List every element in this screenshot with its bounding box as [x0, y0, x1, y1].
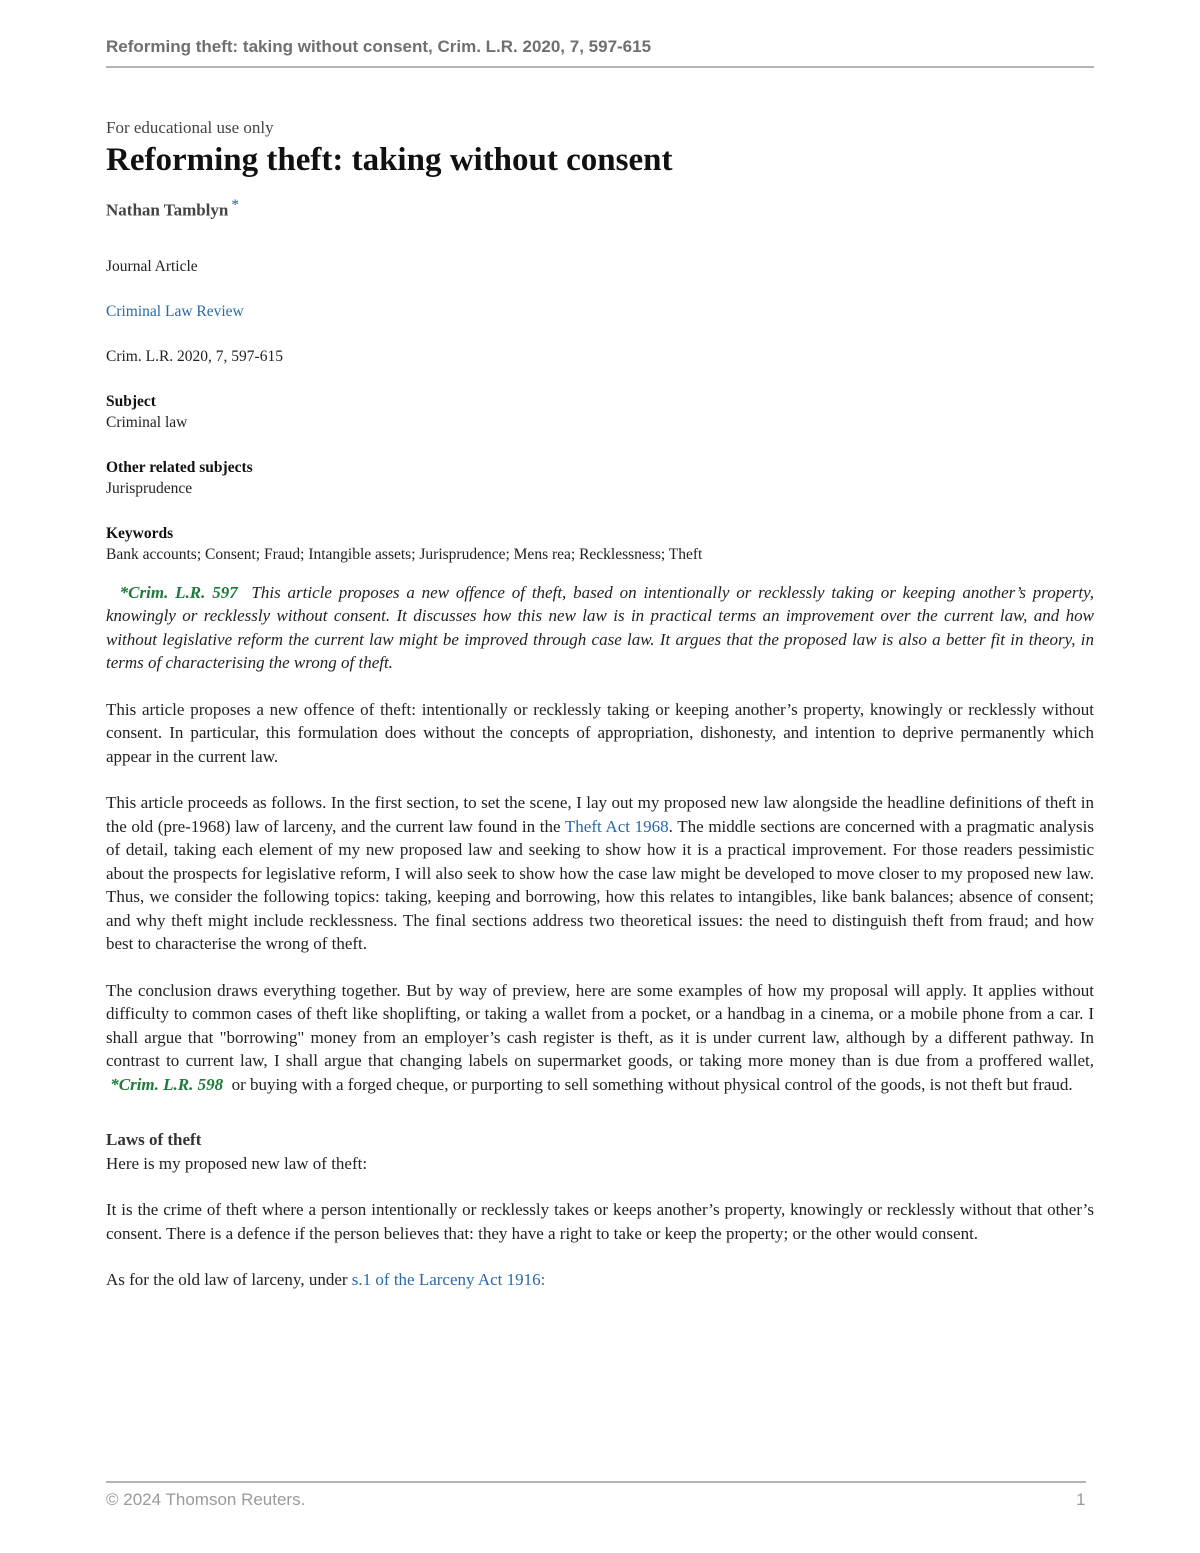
paragraph-3: [106, 979, 1094, 1097]
subject-block: [106, 391, 1094, 433]
keywords-block: [106, 523, 1094, 565]
page-marker-598: *Crim. L.R. 598: [110, 1074, 224, 1094]
larceny-text: As for the old law of larceny, under: [106, 1270, 352, 1290]
keywords-value: Bank accounts; Consent; Fraud; Intangible assets; Jurisprudence; Mens rea; Recklessness; Theft: [106, 545, 703, 563]
related-subjects-value: Jurisprudence: [106, 479, 193, 497]
section-heading: Laws of theft: [106, 1130, 202, 1150]
paragraph-2-text-b: . The middle sections are concerned with a pragmatic analysis of detail, taking each element of my new proposed law and seeking to show how it is a practical improvement. For those readers pessimistic about the prospects for legislative reform, I will also seek to show how the case law might be developed to move closer to my proposed new law. Thus, we consider the following topics: taking, keeping and borrowing, how this relates to intangibles, like bank balances; absence of consent; and why theft might include recklessness. The final sections address two theoretical issues: the need to distinguish theft from fraud; and how best to characterise the wrong of theft.: [106, 816, 1094, 954]
running-header: Reforming theft: taking without consent, Crim. L.R. 2020, 7, 597-615: [106, 37, 652, 56]
larceny-colon: :: [540, 1270, 546, 1290]
section-lead: Here is my proposed new law of theft:: [106, 1153, 368, 1173]
educational-use-notice: For educational use only: [106, 118, 274, 137]
header-divider: [106, 66, 1094, 68]
larceny-act-1916-link[interactable]: s.1 of the Larceny Act 1916: [351, 1270, 541, 1290]
subject-value: Criminal law: [106, 413, 188, 431]
author-name: Nathan Tamblyn: [106, 200, 229, 220]
footer-divider: [106, 1481, 1086, 1483]
document-type: Journal Article: [106, 257, 198, 275]
larceny-paragraph: [106, 1268, 1094, 1292]
page-number: 1: [1076, 1490, 1086, 1509]
keywords-label: Keywords: [106, 524, 174, 542]
page-marker-597: *Crim. L.R. 597: [119, 582, 238, 602]
paragraph-2-text-a: This article proceeds as follows. In the first section, to set the scene, I lay out my proposed new law alongside the headline definitions of theft in the old (pre-1968) law of larceny, and the current law found in the: [106, 793, 1094, 836]
paragraph-1: This article proposes a new offence of theft: intentionally or recklessly taking or keeping another’s property, knowingly or recklessly without consent. In particular, this formulation does without the concepts of appropriation, dishonesty, and intention to deprive permanently which appear in the current law.: [106, 699, 1094, 766]
author-footnote-link[interactable]: *: [231, 196, 239, 213]
related-subjects-block: [106, 457, 1094, 499]
footer-copyright: © 2024 Thomson Reuters.: [106, 1490, 306, 1509]
paragraph-2: [106, 791, 1094, 956]
subject-label: Subject: [106, 392, 156, 410]
journal-link[interactable]: Criminal Law Review: [106, 302, 244, 320]
abstract-text: This article proposes a new offence of theft, based on intentionally or recklessly taking or keeping another’s property, knowingly or recklessly without consent. It discusses how this new law is in practical terms an improvement over the current law, and how without legislative reform the current law might be improved through case law. It argues that the proposed law is also a better fit in theory, in terms of characterising the wrong of theft.: [106, 582, 1095, 673]
document-body: [106, 116, 1094, 1292]
proposed-law-paragraph: It is the crime of theft where a person intentionally or recklessly takes or keeps another’s property, knowingly or recklessly without that other’s consent. There is a defence if the person believes that: they have a right to take or keep the property; or the other would consent.: [106, 1200, 1094, 1243]
citation: Crim. L.R. 2020, 7, 597-615: [106, 347, 283, 365]
paragraph-3-text-a: The conclusion draws everything together. But by way of preview, here are some examples of how my proposal will apply. It applies without difficulty to common cases of theft like shoplifting, or taking a wallet from a pocket, or a handbag in a cinema, or a mobile phone from a car. I shall argue that "borrowing" money from an employer’s cash register is theft, as it is under current law, although by a different pathway. In contrast to current law, I shall argue that changing labels on supermarket goods, or taking more money than is due from a proffered wallet,: [106, 980, 1094, 1071]
theft-act-1968-link[interactable]: Theft Act 1968: [564, 816, 669, 836]
author-line: [106, 194, 1094, 222]
paragraph-3-text-b: or buying with a forged cheque, or purporting to sell something without physical control of the goods, is not theft but fraud.: [227, 1074, 1073, 1094]
related-subjects-label: Other related subjects: [106, 458, 253, 476]
article-title: Reforming theft: taking without consent: [106, 141, 673, 178]
abstract: [106, 581, 1094, 675]
